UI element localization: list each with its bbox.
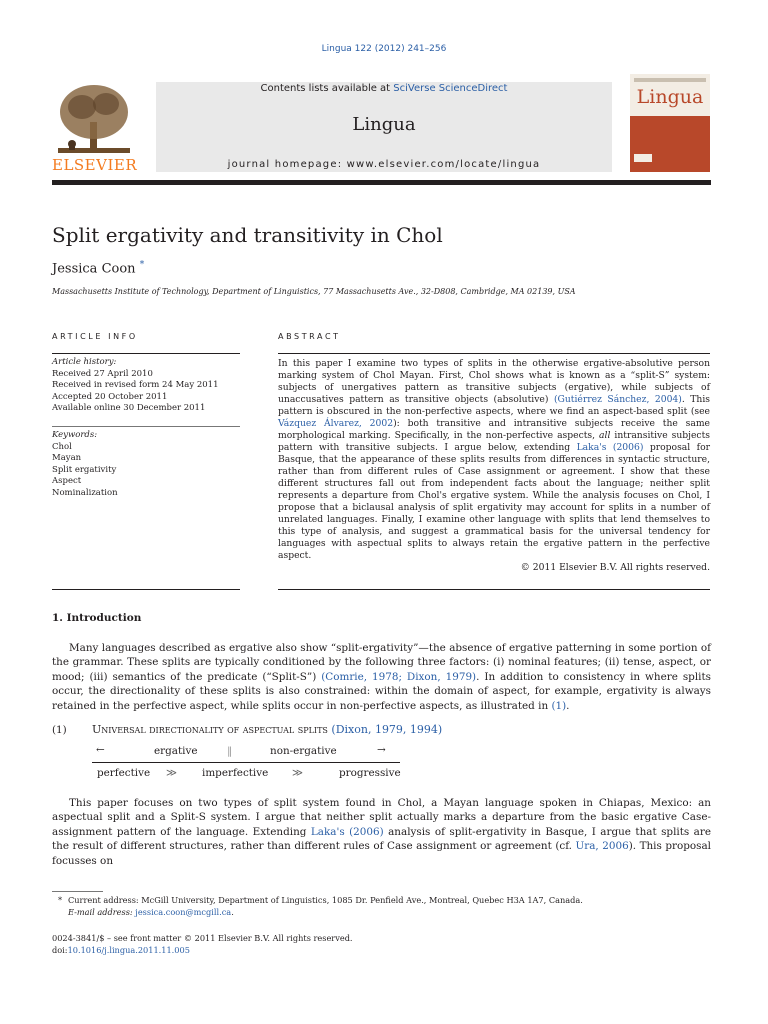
homepage-url[interactable]: www.elsevier.com/locate/lingua (346, 159, 541, 170)
example-number: (1) (52, 724, 67, 736)
footnote-email-line (68, 907, 234, 917)
progressive-label: progressive (339, 767, 401, 779)
keyword-item: Aspect (52, 476, 82, 487)
much-greater-than-icon: ≫ (292, 767, 303, 779)
keywords-block (52, 430, 240, 500)
keyword-item: Split ergativity (52, 464, 117, 475)
keyword-item: Nominalization (52, 487, 118, 498)
keywords-rule (52, 426, 240, 427)
example-caption: Universal directionality of aspectual splits (92, 723, 328, 736)
cover-title: Lingua (636, 86, 704, 108)
abstract-segment: In this paper I examine two types of splits in the otherwise ergative-absolutive person marking system of Chol Mayan. First, Chol shows what is known as a “split-S” system: subjects of unergatives pattern as transitive subjects (ergative), while subjects of unaccusatives pattern as transitive objects (absolutive) (278, 358, 710, 405)
much-greater-than-icon: ≫ (166, 767, 177, 779)
paragraph-segment: analysis of split-ergativity in Basque, I argue that splits are the result of different structures, rather than different rules of Case assignment or agreement (cf. (52, 825, 711, 853)
citation-link[interactable]: (Gutiérrez Sánchez, 2004) (553, 394, 682, 405)
email-suffix: . (231, 907, 234, 917)
paragraph-segment: Many languages described as ergative also show “split-ergativity”—the absence of ergative patterning in some portion of the grammar. These splits are typically conditioned by the following three factors: (i) nominal features; (ii) tense, aspect, or mood; (iii) semantics of the predicate (“Split-S”) (52, 642, 711, 683)
elsevier-logo (52, 82, 136, 176)
example-caption-line (92, 723, 442, 736)
citation-link[interactable]: Laka's (2006) (310, 825, 384, 838)
header-rule (52, 180, 711, 185)
keywords-label: Keywords: (52, 430, 98, 440)
paragraph-segment: . (566, 699, 570, 712)
perfective-label: perfective (97, 767, 151, 779)
section-heading: 1. Introduction (52, 612, 142, 624)
doi-label: doi: (52, 945, 68, 955)
paragraph-segment: This paper focuses on two types of split system found in Chol, a Mayan language spoken in Chiapas, Mexico: an aspectual split and a Split-S system. I argue that neither split actually marks a departure from the basic ergative Case-assignment pattern of the language. Extending (52, 797, 711, 838)
article-info-rule (52, 353, 240, 354)
footnote-mark: * (58, 895, 63, 905)
abstract-segment: proposal for Basque, that the appearance of these splits results from differences in syntactic structure, rather than from different rules of Case assignment or agreement. I show that these different structures fall out from independent facts about the language; neither split represents a departure from Chol's ergative system. While the analysis focuses on Chol, I propose that a biclausal analysis of split ergativity may account for splits in a number of unrelated languages. Finally, I examine other language with splits that lend themselves to this type of analysis, and suggest a grammatical basis for the universal tendency for languages with aspectual splits to always retain the ergative pattern in the perfective aspect. (278, 442, 710, 561)
author-line (52, 260, 144, 276)
intro-paragraph-2 (52, 796, 711, 868)
history-revised: Received in revised form 24 May 2011 (52, 380, 219, 391)
history-online: Available online 30 December 2011 (52, 403, 206, 414)
author-affiliation: Massachusetts Institute of Technology, Department of Linguistics, 77 Massachusetts Ave., 32-D808, Cambridge, MA 02139, USA (52, 287, 576, 296)
footnote-rule (52, 891, 103, 892)
history-accepted: Accepted 20 October 2011 (52, 391, 168, 402)
article-history (52, 357, 240, 415)
abstract-bottom-rule (278, 589, 710, 590)
abstract-segment: intransitive subjects pattern with transitive subjects. I argue below, extending (278, 430, 710, 453)
abstract-emphasis: all (599, 430, 611, 441)
journal-citation[interactable]: Lingua 122 (2012) 241–256 (321, 44, 447, 54)
elsevier-wordmark: ELSEVIER (52, 156, 138, 174)
article-info-heading: ARTICLE INFO (52, 332, 138, 341)
issn-line: 0024-3841/$ – see front matter © 2011 Elsevier B.V. All rights reserved. (52, 933, 353, 943)
footnote-address: Current address: McGill University, Department of Linguistics, 1085 Dr. Penfield Ave., Montreal, Quebec H3A 1A7, Canada. (68, 895, 583, 905)
double-bar-divider: ‖ (227, 745, 233, 757)
abstract-text (278, 358, 710, 574)
contents-prefix: Contents lists available at (260, 83, 394, 94)
imperfective-label: imperfective (202, 767, 269, 779)
article-info-bottom-rule (52, 589, 240, 590)
abstract-copyright: © 2011 Elsevier B.V. All rights reserved. (520, 562, 710, 573)
email-link[interactable]: jessica.coon@mcgill.ca (135, 907, 232, 917)
homepage-prefix: journal homepage: (227, 159, 347, 170)
citation-link[interactable]: Ura, 2006 (575, 840, 629, 853)
keyword-item: Chol (52, 441, 72, 452)
sciencedirect-link[interactable]: SciVerse ScienceDirect (393, 83, 508, 94)
journal-title: Lingua (352, 114, 416, 135)
email-label: E-mail address: (68, 907, 136, 917)
citation-link[interactable]: Vázquez Álvarez, 2002 (278, 418, 394, 429)
doi-link[interactable]: 10.1016/j.lingua.2011.11.005 (67, 945, 190, 955)
abstract-segment: . This pattern is obscured in the non-perfective aspects, where we find an aspect-based split (see (278, 394, 710, 417)
contents-line (156, 83, 612, 94)
journal-homepage (156, 159, 612, 170)
non-ergative-label: non-ergative (270, 745, 337, 757)
citation-link[interactable]: (Comrie, 1978; Dixon, 1979) (321, 670, 477, 683)
citation-link[interactable]: (Dixon, 1979, 1994) (331, 723, 443, 736)
abstract-heading: ABSTRACT (278, 332, 341, 341)
author-name: Jessica Coon (52, 261, 136, 277)
intro-paragraph-1 (52, 641, 711, 713)
arrow-right-icon: → (377, 744, 386, 756)
journal-cover-image (630, 74, 710, 172)
paragraph-segment: . In addition to consistency in where splits occur, the directionality of these splits is also constrained: within the domain of aspect, for example, ergativity is always retained in the perfective aspect, while splits occur in non-perfective aspects, as illustrated in (52, 670, 711, 712)
author-footnote-mark[interactable]: * (139, 260, 145, 270)
example-rule (92, 762, 400, 763)
example-reference-link[interactable]: (1) (551, 699, 567, 712)
history-label: Article history: (52, 357, 117, 367)
keyword-item: Mayan (52, 453, 82, 464)
paragraph-segment: ). This proposal focusses on (52, 840, 711, 867)
abstract-rule (278, 353, 710, 354)
ergative-label: ergative (154, 745, 198, 757)
citation-link[interactable]: Laka's (2006) (576, 442, 644, 453)
arrow-left-icon: ← (96, 744, 105, 756)
abstract-segment: ): both transitive and intransitive subjects receive the same morphological marking. Specifically, in the non-perfective aspects, (278, 418, 710, 441)
doi-line (52, 945, 190, 955)
history-received: Received 27 April 2010 (52, 368, 153, 379)
article-title: Split ergativity and transitivity in Chol (52, 223, 443, 247)
